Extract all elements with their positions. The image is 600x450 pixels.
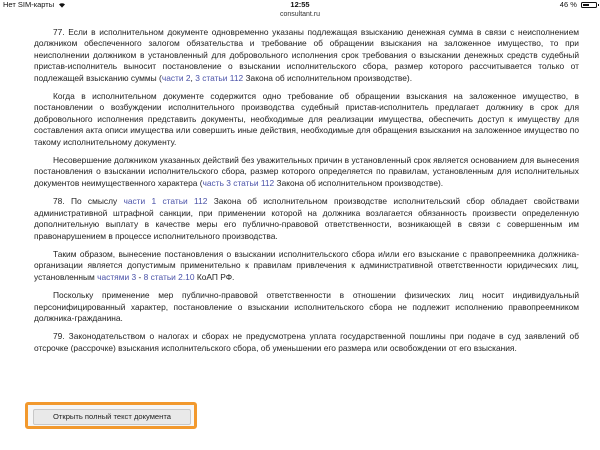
status-time: 12:55 [290, 0, 310, 9]
law-reference-link[interactable]: 8 статьи 2.10 [143, 271, 195, 282]
law-reference-link[interactable]: части 2 [161, 72, 191, 83]
paragraph [34, 249, 579, 283]
paragraph-text: 79. Законодательством о налогах и сборах не предусмотрена уплата государственной пошлины при подаче в суд заявлений об отсрочке (рассрочке) взыскания исполнительского сбора, об уменьшении его размера или освобождении от его взыскания. [34, 331, 579, 353]
paragraph-text: Закона об исполнительном производстве). [274, 177, 444, 188]
paragraph-text: Закона об исполнительном производстве). [243, 72, 413, 83]
open-full-text-button[interactable]: Открыть полный текст документа [33, 409, 191, 425]
law-reference-link[interactable]: 3 статьи 112 [195, 72, 244, 83]
paragraph-text: Закона об исполнительном производстве исполнительский сбор обладает свойствами административной штрафной санкции, при применении которой на должника возлагается обязанность произвести определенную дополнительную выплату в качестве меры его публично-правовой ответственности, возникающей в связи с совершенным им правонарушением в процессе исполнительного производства. [34, 196, 579, 241]
paragraph-text: Несовершение должником указанных действий без уважительных причин в установленный срок является основанием для вынесения постановления о взыскании исполнительского сбора, размер которого определяется по правилам, установленным для исполнительных документов неимущественного характера ( [34, 155, 579, 188]
battery-percent: 46 % [559, 0, 577, 9]
law-reference-link[interactable]: части 1 статьи 112 [123, 196, 208, 207]
paragraph-text: Когда в исполнительном документе содержится одно требование об обращении взыскания на заложенное имущество, в постановлении о возбуждении исполнительного производства судебный пристав-исполнитель предлагает должнику в срок для добровольного исполнения представить документы, необходимые для реализации имущества, обеспечить доступ к имуществу для составления акта описи имущества или совершить иные действия, необходимые для обращения взыскания на заложенное имущество по такому исполнительному документу. [34, 91, 579, 147]
paragraph-text: - [136, 271, 144, 282]
law-reference-link[interactable]: частями 3 [97, 271, 137, 282]
status-bar [0, 0, 600, 10]
paragraph [34, 331, 579, 354]
law-reference-link[interactable]: часть 3 статьи 112 [202, 177, 275, 188]
document-content [34, 27, 579, 361]
carrier-label: Нет SIM-карты [3, 0, 55, 9]
paragraph-text: КоАП РФ. [194, 271, 235, 282]
button-highlight [25, 402, 197, 429]
paragraph-text: Таким образом, вынесение постановления о взыскании исполнительского сбора и/или его взыскание с правопреемника должника-организации является допустимым применительно к правилам привлечения к административной ответственности юридических лиц, установленным [34, 248, 579, 282]
status-right [560, 0, 597, 10]
paragraph [34, 91, 579, 148]
battery-icon [581, 2, 597, 8]
paragraph [34, 155, 579, 189]
address-bar[interactable]: consultant.ru [279, 11, 321, 18]
paragraph [34, 196, 579, 242]
paragraph-text: , [190, 72, 196, 83]
paragraph [34, 27, 579, 84]
paragraph-text: Поскольку применение мер публично-правовой ответственности в отношении физических лиц носит индивидуальный персонифицированный характер, постановление о взыскании исполнительского сбора не подлежит исполнению правопреемником должника-гражданина. [34, 290, 579, 323]
battery-fill [583, 4, 589, 6]
paragraph-text: 78. По смыслу [53, 196, 124, 207]
paragraph-text: 77. Если в исполнительном документе одновременно указаны подлежащая взысканию денежная сумма в связи с неисполнением должником обеспеченного залогом обязательства и требование об обращении взыскания на заложенное имущество, то при неисполнении должником в установленный для добровольного исполнения срок требования о взыскании денежных средств судебный пристав-исполнитель выносит постановление о взыскании исполнительского сбора, размер которого рассчитывается только от подлежащей взысканию суммы ( [34, 27, 579, 83]
paragraph [34, 290, 579, 324]
